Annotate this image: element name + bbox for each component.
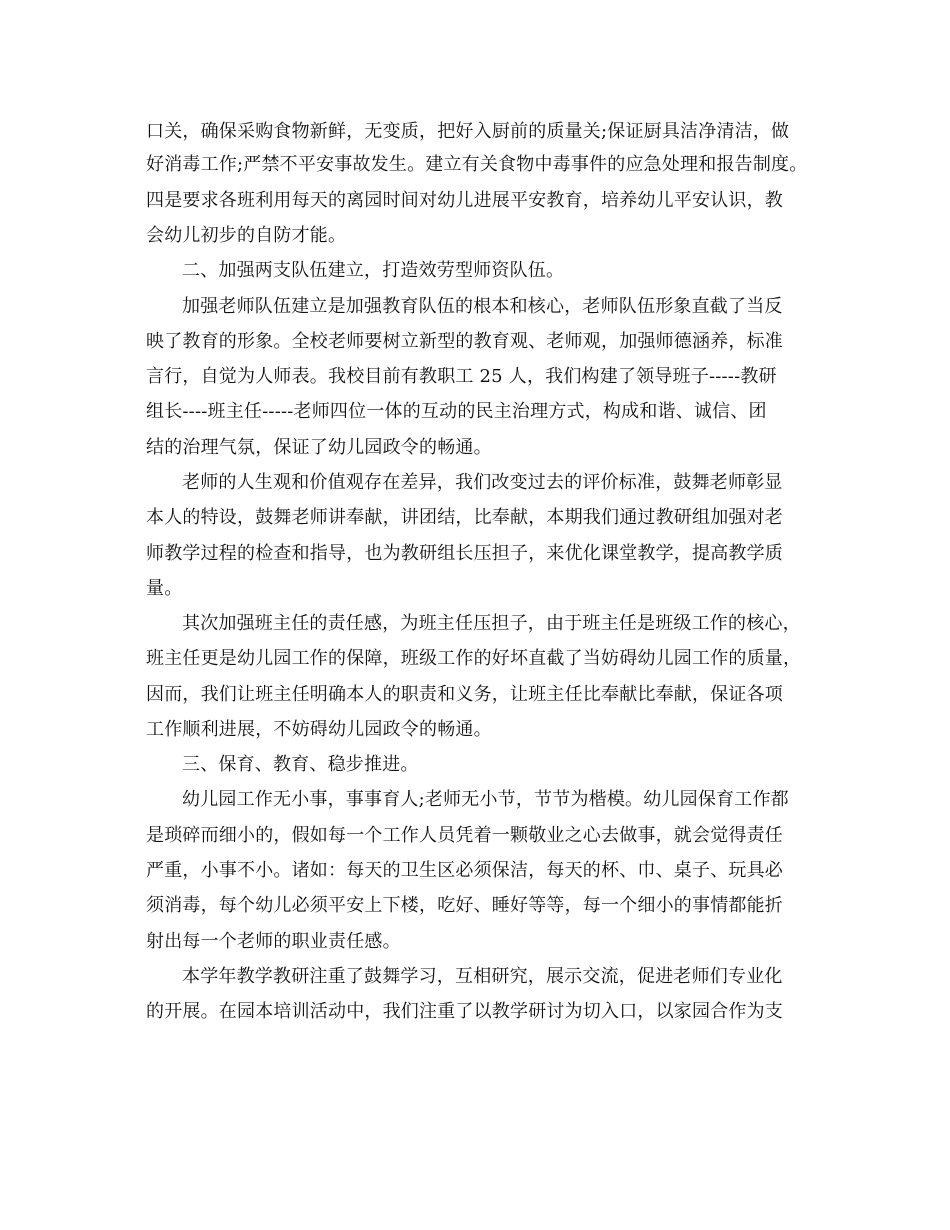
- text-line: 本人的特设，鼓舞老师讲奉献，讲团结，比奉献，本期我们通过教研组加强对老: [146, 507, 783, 528]
- text-line: 严重，小事不小。诸如：每天的卫生区必须保洁，每天的杯、巾、桌子、玩具必: [146, 860, 783, 881]
- text-line: 射出每一个老师的职业责任感。: [146, 931, 401, 952]
- text-line: 本学年教学教研注重了鼓舞学习，互相研究，展示交流，促进老师们专业化: [182, 966, 783, 987]
- text-line: 老师的人生观和价值观存在差异，我们改变过去的评价标准，鼓舞老师彰显: [182, 472, 783, 493]
- text-line: 须消毒，每个幼儿必须平安上下楼，吃好、睡好等等，每一个细小的事情都能折: [146, 895, 783, 916]
- text-line: 言行，自觉为人师表。我校目前有教职工 25 人，我们构建了领导班子-----教研: [146, 366, 777, 387]
- text-line: 班主任更是幼儿园工作的保障，班级工作的好坏直截了当妨碍幼儿园工作的质量，: [146, 648, 802, 669]
- text-line: 是琐碎而细小的，假如每一个工作人员凭着一颗敬业之心去做事，就会觉得责任: [146, 825, 783, 846]
- text-line: 其次加强班主任的责任感，为班主任压担子，由于班主任是班级工作的核心，: [182, 613, 801, 634]
- text-line: 因而，我们让班主任明确本人的职责和义务，让班主任比奉献比奉献，保证各项: [146, 684, 783, 705]
- text-line: 工作顺利进展，不妨碍幼儿园政令的畅通。: [146, 719, 492, 740]
- text-line: 量。: [146, 578, 183, 599]
- text-line: 的开展。在园本培训活动中，我们注重了以教学研讨为切入口，以家园合作为支: [146, 1001, 783, 1022]
- text-line: 加强老师队伍建立是加强教育队伍的根本和核心，老师队伍形象直截了当反: [182, 296, 783, 317]
- section-heading: 三、保育、教育、稳步推进。: [182, 754, 419, 775]
- text-line: 师教学过程的检查和指导，也为教研组长压担子，来优化课堂教学，提高教学质: [146, 543, 783, 564]
- section-heading: 二、加强两支队伍建立，打造效劳型师资队伍。: [182, 260, 565, 281]
- text-line: 好消毒工作;严禁不平安事故发生。建立有关食物中毒事件的应急处理和报告制度。: [146, 154, 808, 175]
- text-line: 会幼儿初步的自防才能。: [146, 225, 347, 246]
- text-line: 四是要求各班利用每天的离园时间对幼儿进展平安教育，培养幼儿平安认识，教: [146, 190, 783, 211]
- text-line: 映了教育的形象。全校老师要树立新型的教育观、老师观，加强师德涵养，标准: [146, 331, 783, 352]
- text-line: 组长----班主任-----老师四位一体的互动的民主治理方式，构成和谐、诚信、团: [146, 401, 767, 422]
- text-line: 口关，确保采购食物新鲜，无变质，把好入厨前的质量关;保证厨具洁净清洁，做: [146, 121, 790, 142]
- text-line: 结的治理气氛，保证了幼儿园政令的畅通。: [146, 437, 492, 458]
- text-line: 幼儿园工作无小事，事事育人;老师无小节，节节为楷模。幼儿园保育工作都: [182, 789, 789, 810]
